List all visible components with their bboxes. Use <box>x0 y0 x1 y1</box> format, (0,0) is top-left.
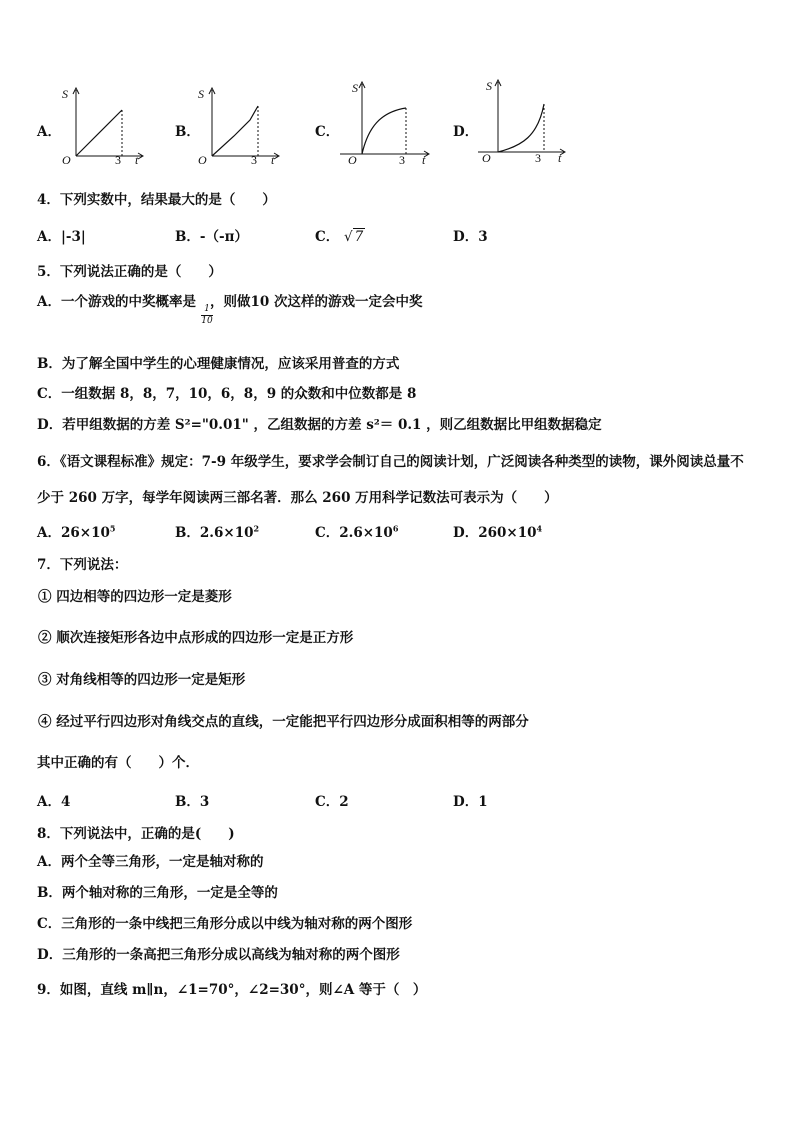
q5-fraction <box>201 305 213 326</box>
q6-option-c-base: C．2.6×10 <box>315 525 393 541</box>
graph-b-curve <box>212 106 258 156</box>
q7-option-d: D．1 <box>453 794 488 810</box>
q9-stem: 9．如图，直线 m∥n，∠1=70°，∠2=30°，则∠A 等于（ ） <box>37 982 427 998</box>
graph-b-o: O <box>198 153 207 167</box>
q6-option-d-base: D．260×10 <box>453 525 537 541</box>
q8-option-b: B．两个轴对称的三角形，一定是全等的 <box>37 885 278 901</box>
q6-option-a-base: A．26×10 <box>37 525 110 541</box>
graph-a-t: t <box>135 153 139 167</box>
graph-d-s: S <box>486 79 492 93</box>
q5-option-c: C．一组数据 8，8，7，10，6，8，9 的众数和中位数都是 8 <box>37 386 417 402</box>
graph-a-s: S <box>62 87 68 101</box>
q7-option-c: C．2 <box>315 794 349 810</box>
option-b-label: B． <box>175 124 200 140</box>
graph-c-t: t <box>422 153 426 167</box>
graph-a <box>58 84 148 168</box>
graph-d-t: t <box>558 151 562 164</box>
q4-radicand: 7 <box>354 229 364 245</box>
q5-option-a <box>37 293 422 311</box>
q6-option-b-base: B．2.6×10 <box>175 525 254 541</box>
q5-option-b: B．为了解全国中学生的心理健康情况，应该采用普查的方式 <box>37 356 400 372</box>
q7-item-4: ④ 经过平行四边形对角线交点的直线，一定能把平行四边形分成面积相等的两部分 <box>38 714 529 730</box>
q8-stem: 8．下列说法中，正确的是( ) <box>37 826 235 842</box>
graph-b-t: t <box>271 153 275 167</box>
graph-b-tick: 3 <box>251 153 257 167</box>
q4-option-c <box>315 225 365 245</box>
q6-option-d <box>453 521 542 541</box>
graph-c-curve <box>362 108 406 154</box>
q4-stem: 4．下列实数中，结果最大的是（ ） <box>37 192 276 208</box>
q5-option-d: D．若甲组数据的方差 S²="0.01" ，乙组数据的方差 s²＝ 0.1 ，则乙组数据比甲组数据稳定 <box>37 417 602 433</box>
graph-d-tick: 3 <box>535 151 541 164</box>
graph-b-s: S <box>198 87 204 101</box>
q6-option-a <box>37 521 115 541</box>
q7-item-2: ② 顺次连接矩形各边中点形成的四边形一定是正方形 <box>38 630 354 646</box>
q6-line1: 6．《语文课程标准》规定：7-9 年级学生，要求学会制订自己的阅读计划，广泛阅读各种类型的读物，课外阅读总量不 <box>37 454 744 470</box>
q6-option-b <box>175 521 259 541</box>
option-d-label: D． <box>453 124 479 140</box>
q6-option-b-exp: 2 <box>253 523 260 534</box>
q6-option-a-exp: 5 <box>109 523 116 534</box>
q8-option-d: D．三角形的一条高把三角形分成以高线为轴对称的两个图形 <box>37 947 400 963</box>
graph-a-tick: 3 <box>115 153 121 167</box>
q5-option-a-after: ，则做10 次这样的游戏一定会中奖 <box>209 294 423 310</box>
q4-option-d: D．3 <box>453 229 488 245</box>
q4-option-b: B．-（-π） <box>175 229 248 245</box>
sqrt-icon: √ <box>343 229 353 245</box>
q8-option-c: C．三角形的一条中线把三角形分成以中线为轴对称的两个图形 <box>37 916 413 932</box>
q5-stem: 5．下列说法正确的是（ ） <box>37 264 222 280</box>
q7-stem: 7．下列说法： <box>37 557 128 573</box>
graph-a-curve <box>76 110 122 156</box>
q8-option-a: A．两个全等三角形，一定是轴对称的 <box>37 854 264 870</box>
q4-option-a: A．|-3| <box>37 229 86 245</box>
q7-ask: 其中正确的有（ ）个． <box>37 755 199 771</box>
q5-option-a-before: A．一个游戏的中奖概率是 <box>37 294 196 310</box>
q4-option-c-label: C． <box>315 229 340 245</box>
q5-fraction-den: 10 <box>201 316 213 326</box>
q6-option-c <box>315 521 398 541</box>
graph-c-o: O <box>348 153 357 167</box>
graph-d-curve <box>498 104 544 152</box>
graph-c-tick: 3 <box>399 153 405 167</box>
q5-fraction-num: 1 <box>204 304 210 314</box>
q7-item-1: ① 四边相等的四边形一定是菱形 <box>38 589 232 605</box>
graph-a-o: O <box>62 153 71 167</box>
q6-option-d-exp: 4 <box>536 523 543 534</box>
graph-d-o: O <box>482 151 491 164</box>
q7-option-b: B．3 <box>175 794 210 810</box>
option-c-label: C． <box>315 124 340 140</box>
q6-option-c-exp: 6 <box>392 523 399 534</box>
q7-item-3: ③ 对角线相等的四边形一定是矩形 <box>38 672 246 688</box>
graph-d <box>474 74 574 164</box>
graph-c <box>336 78 436 168</box>
option-a-label: A． <box>37 124 61 140</box>
q7-option-a: A．4 <box>37 794 71 810</box>
graph-c-s: S <box>352 81 358 95</box>
q6-line2: 少于 260 万字，每学年阅读两三部名著．那么 260 万用科学记数法可表示为（ ） <box>37 490 558 506</box>
graph-b <box>194 84 284 168</box>
